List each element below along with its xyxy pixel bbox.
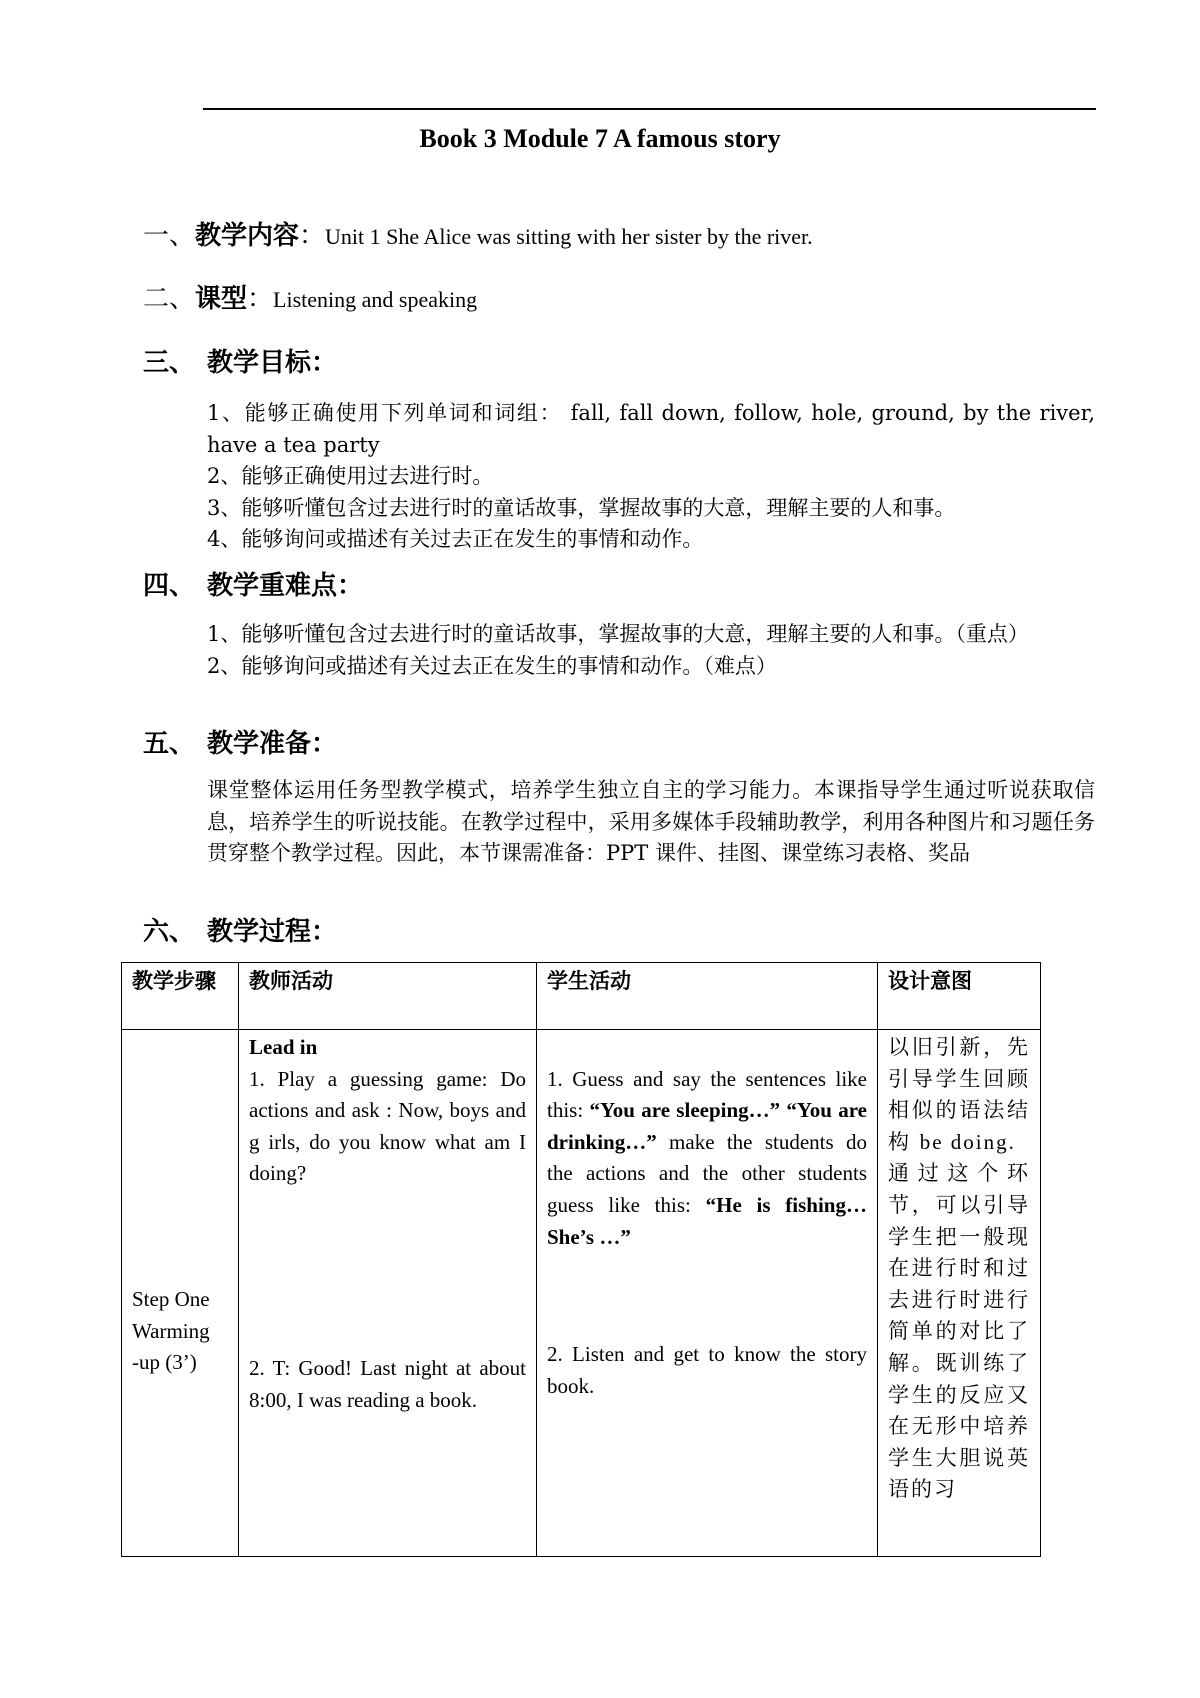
student-activity-2: 2. Listen and get to know the story book. [547, 1342, 867, 1398]
step-line-2: Warming [132, 1318, 210, 1343]
design-intent-1-text: 以旧引新，先引导学生回顾相似的语法结构 [888, 1035, 1030, 1154]
header-design-intent: 设计意图 [878, 963, 1041, 1030]
section-separator: ： [311, 729, 338, 759]
section-lesson-type [143, 281, 477, 318]
header-student-activity: 学生活动 [537, 963, 878, 1030]
section-teaching-process [143, 914, 337, 950]
header-step: 教学步骤 [122, 963, 239, 1030]
section-number: 二、 [143, 284, 196, 314]
student-activity-1 [547, 1064, 867, 1254]
teaching-process-table [121, 962, 1041, 1557]
section-number: 五、 [143, 729, 196, 759]
section-heading: 课型 [195, 284, 248, 314]
section-heading: 教学准备 [207, 729, 312, 759]
section-number: 四、 [143, 571, 196, 601]
student-activity-1-text: 1. Guess and say the sentences like this: [547, 1066, 867, 1123]
section-number: 三、 [143, 348, 196, 378]
section-separator: ： [299, 221, 326, 251]
teacher-activity-1: 1. Play a guessing game: Do actions and ask : Now, boys and g irls, do you know what am I doing? [249, 1066, 526, 1186]
preparation-text: 课堂整体运用任务型教学模式，培养学生独立自主的学习能力。本课指导学生通过听说获取信息，培养学生的听说技能。在教学过程中，采用多媒体手段辅助教学，利用各种图片和习题任务贯穿整个教学过程。因此，本节课需准备：PPT 课件、挂图、课堂练习表格、奖品 [207, 778, 1095, 865]
section-value: Listening and speaking [273, 287, 478, 312]
design-intent-2: 通过这个环节，可以引导学生把一般现在进行时和过去进行时进行简单的对比了解。既训练了学生的反应又在无形中培养学生大胆说英语的习 [888, 1161, 1030, 1502]
goal-item-2: 2、能够正确使用过去进行时。 [207, 464, 494, 488]
teacher-activity-cell [239, 1030, 537, 1557]
section-heading: 教学过程 [207, 917, 312, 947]
document-title: Book 3 Module 7 A famous story [419, 124, 781, 153]
table-header-row [122, 963, 1041, 1030]
section-heading: 教学内容 [195, 221, 300, 251]
key-point-item-1: 1、能够听懂包含过去进行时的童话故事，掌握故事的大意，理解主要的人和事。（重点） [207, 622, 1029, 646]
example-guesses: “He is fishing… She’s …” [547, 1192, 867, 1249]
design-intent-1-term: be doing. [919, 1129, 1016, 1154]
section-heading: 教学重难点 [207, 571, 338, 601]
section-value: Unit 1 She Alice was sitting with her sister by the river. [325, 224, 813, 249]
section-teaching-content [143, 218, 813, 255]
section-key-points [143, 568, 363, 604]
section-teaching-goals [143, 345, 337, 381]
student-activity-1-text-cont: make the students do the actions and the other students guess like this: [547, 1129, 867, 1217]
goals-list [207, 398, 1095, 556]
goal-item-4: 4、能够询问或描述有关过去正在发生的事情和动作。 [207, 527, 704, 551]
goal-item-3: 3、能够听懂包含过去进行时的童话故事，掌握故事的大意，理解主要的人和事。 [207, 495, 956, 520]
section-separator: ： [311, 348, 338, 378]
header-teacher-activity: 教师活动 [239, 963, 537, 1030]
section-separator: ： [337, 571, 364, 601]
step-line-3: -up (3’) [132, 1350, 197, 1375]
section-preparation [143, 726, 337, 762]
section-separator: ： [247, 284, 274, 314]
design-intent-1 [888, 1032, 1030, 1158]
key-point-item-2: 2、能够询问或描述有关过去正在发生的事情和动作。（难点） [207, 653, 777, 678]
lead-in-heading: Lead in [249, 1035, 318, 1059]
goal-item-1: 1、能够正确使用下列单词和词组： fall, fall down, follow, hole, ground, by the river, have a tea party [207, 401, 1095, 457]
section-heading: 教学目标 [207, 348, 312, 378]
section-number: 一、 [143, 221, 196, 251]
header-rule [203, 108, 1096, 110]
example-sentences: “You are sleeping…” “You are drinking…” [547, 1098, 867, 1154]
teacher-activity-2: 2. T: Good! Last night at about 8:00, I was reading a book. [249, 1355, 526, 1412]
section-number: 六、 [143, 917, 196, 947]
table-row [122, 1030, 1041, 1557]
student-activity-cell [537, 1030, 878, 1557]
step-line-1: Step One [132, 1287, 210, 1311]
design-intent-cell [878, 1030, 1041, 1557]
step-cell [122, 1030, 239, 1557]
section-separator: ： [311, 917, 338, 947]
key-points-list [207, 619, 1095, 682]
